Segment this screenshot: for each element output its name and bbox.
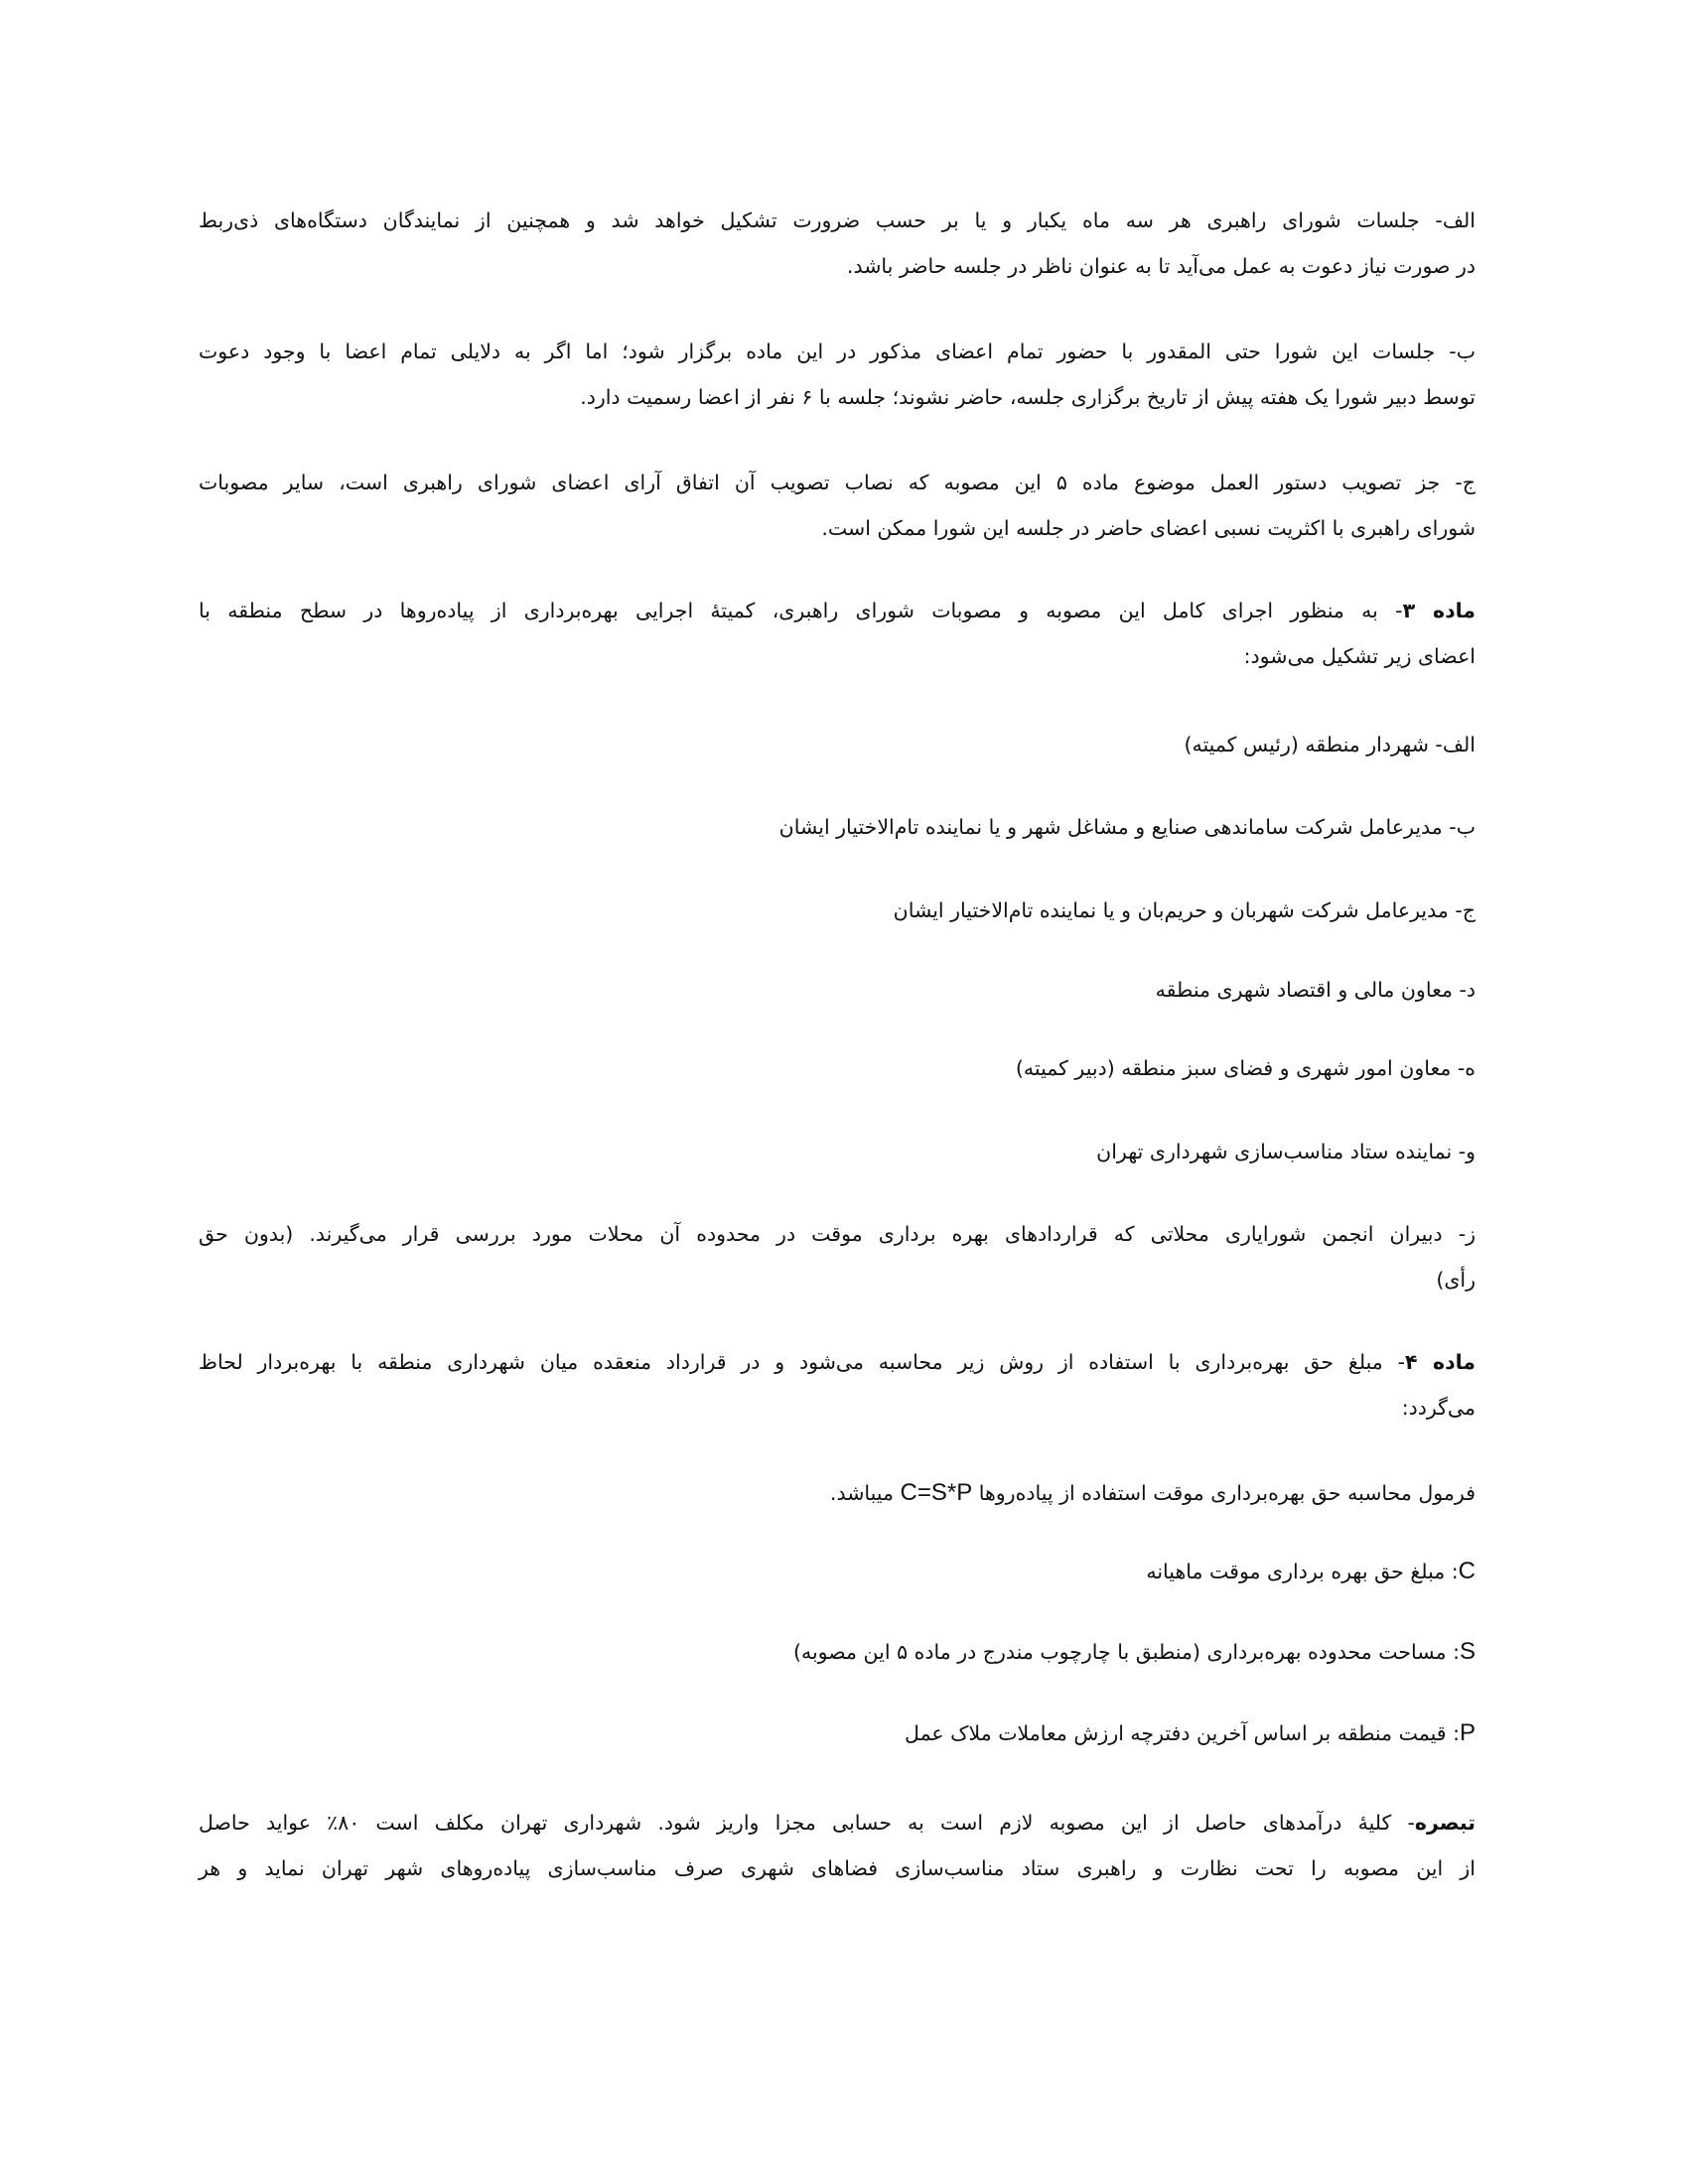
paragraph-be-line1: ب- جلسات این شورا حتی المقدور با حضور تمام اعضای مذکور در این ماده برگزار شود؛ اما اگر به دلایلی تمام اعضا با وجود دعوت bbox=[199, 340, 1476, 363]
note-line1 bbox=[199, 1806, 1476, 1840]
paragraph-jim-line2: شورای راهبری با اکثریت نسبی اعضای حاضر در جلسه این شورا ممکن است. bbox=[821, 516, 1476, 540]
definition-text: : قیمت منطقه بر اساس آخرین دفترچه ارزش معاملات ملاک عمل bbox=[905, 1721, 1460, 1745]
paragraph-ze-line1: ز- دبیران انجمن شورایاری محلاتی که قراردادهای بهره برداری موقت در محدوده آن محلات مورد بررسی قرار می‌گیرند. (بدون حق bbox=[199, 1222, 1476, 1246]
definition-p bbox=[199, 1716, 1476, 1750]
paragraph-alef-line1: الف- جلسات شورای راهبری هر سه ماه یکبار و یا بر حسب ضرورت تشکیل خواهد شد و همچنین از نمایندگان دستگاه‌های ذی‌ربط bbox=[199, 208, 1476, 232]
article-4-line2: می‌گردد: bbox=[1401, 1396, 1476, 1420]
definition-text: : مساحت محدوده بهره‌برداری (منطبق با چارچوب مندرج در ماده ۵ این مصوبه) bbox=[792, 1640, 1460, 1664]
paragraph-alef-line2: در صورت نیاز دعوت به عمل می‌آید تا به عنوان ناظر در جلسه حاضر باشد. bbox=[846, 254, 1476, 278]
member-item: د- معاون مالی و اقتصاد شهری منطقه bbox=[1155, 978, 1476, 1002]
article-3-line2: اعضای زیر تشکیل می‌شود: bbox=[1243, 644, 1476, 668]
note-text: - کلیهٔ درآمدهای حاصل از این مصوبه لازم است به حسابی مجزا واریز شود. شهرداری تهران مکلف است ۸۰٪ عواید حاصل bbox=[199, 1811, 1415, 1835]
definition-text: : مبلغ حق بهره برداری موقت ماهیانه bbox=[1146, 1560, 1459, 1583]
article-4-line1 bbox=[199, 1345, 1476, 1379]
member-item: الف- شهردار منطقه (رئیس کمیته) bbox=[1184, 733, 1476, 756]
formula-before: فرمول محاسبه حق بهره‌برداری موقت استفاده از پیاده‌روها bbox=[972, 1481, 1476, 1505]
article-4-text: - مبلغ حق بهره‌برداری با استفاده از روش زیر محاسبه می‌شود و در قرارداد منعقده میان شهرداری منطقه با بهره‌بردار لحاظ bbox=[199, 1350, 1406, 1374]
member-item: ه- معاون امور شهری و فضای سبز منطقه (دبیر کمیته) bbox=[1015, 1056, 1476, 1080]
member-item: و- نماینده ستاد مناسب‌سازی شهرداری تهران bbox=[1096, 1140, 1476, 1163]
formula-after: میباشد. bbox=[829, 1481, 901, 1505]
paragraph-ze-line2: رأی) bbox=[1436, 1268, 1476, 1292]
definition-symbol: P bbox=[1459, 1719, 1476, 1746]
definition-symbol: S bbox=[1459, 1638, 1476, 1665]
definition-symbol: C bbox=[1458, 1558, 1476, 1584]
note-title: تبصره bbox=[1414, 1811, 1476, 1835]
article-4-title: ماده ۴ bbox=[1405, 1350, 1477, 1374]
paragraph-jim-line1: ج- جز تصویب دستور العمل موضوع ماده ۵ این مصوبه که نصاب تصویب آن اتفاق آرای اعضای شورای راهبری است، سایر مصوبات bbox=[199, 471, 1476, 494]
note-line2: از این مصوبه را تحت نظارت و راهبری ستاد مناسب‌سازی فضاهای شهری صرف مناسب‌سازی پیاده‌روهای شهر تهران نماید و هر bbox=[199, 1856, 1476, 1880]
article-3-title: ماده ۳ bbox=[1402, 599, 1476, 622]
member-item: ب- مدیرعامل شرکت ساماندهی صنایع و مشاغل شهر و یا نماینده تام‌الاختیار ایشان bbox=[778, 815, 1476, 839]
article-3-line1 bbox=[199, 594, 1476, 627]
formula-expression: C=S*P bbox=[900, 1479, 973, 1506]
article-3-text: - به منظور اجرای کامل این مصوبه و مصوبات شورای راهبری، کمیتهٔ اجرایی بهره‌برداری از پیاده‌روها در سطح منطقه با bbox=[199, 599, 1403, 622]
definition-s bbox=[199, 1635, 1476, 1669]
member-item: ج- مدیرعامل شرکت شهربان و حریم‌بان و یا نماینده تام‌الاختیار ایشان bbox=[893, 898, 1476, 922]
definition-c bbox=[199, 1555, 1476, 1588]
paragraph-be-line2: توسط دبیر شورا یک هفته پیش از تاریخ برگزاری جلسه، حاضر نشوند؛ جلسه با ۶ نفر از اعضا رسمیت دارد. bbox=[580, 385, 1476, 409]
formula-line bbox=[199, 1476, 1476, 1510]
